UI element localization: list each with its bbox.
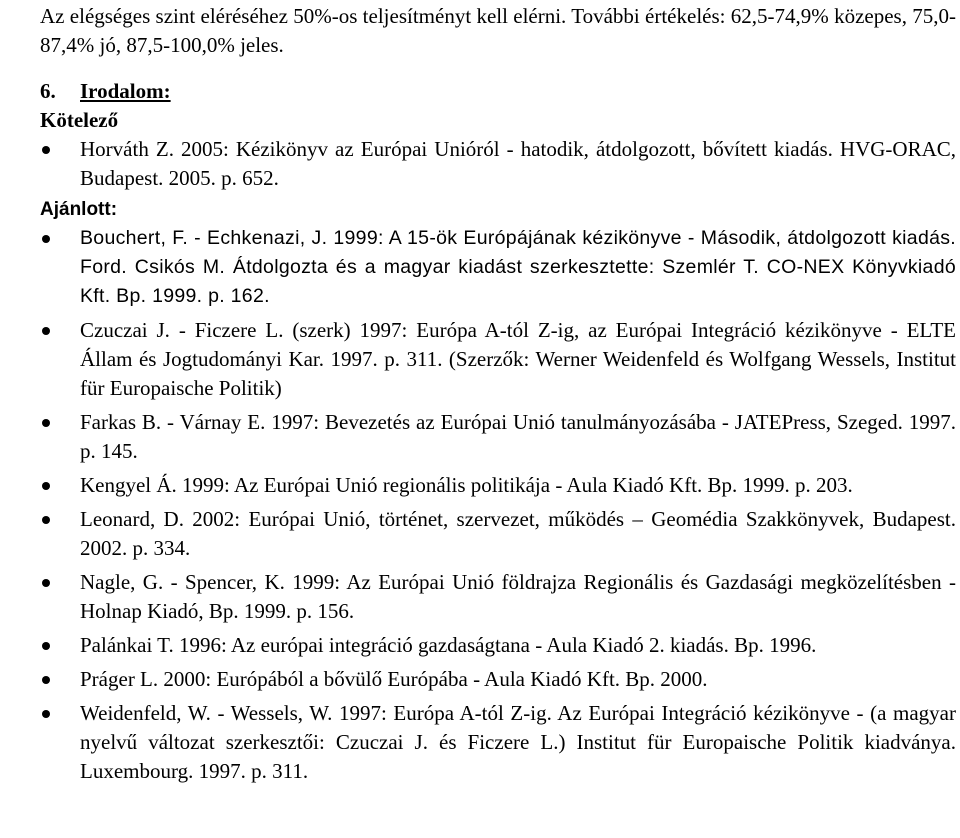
bullet-icon <box>42 642 50 650</box>
bullet-icon <box>42 516 50 524</box>
bullet-icon <box>42 676 50 684</box>
reference-text: Nagle, G. - Spencer, K. 1999: Az Európai Unió földrajza Regionális és Gazdasági megközelítésben - Holnap Kiadó, Bp. 1999. p. 156. <box>80 570 956 623</box>
bullet-icon <box>42 146 50 154</box>
bullet-icon <box>42 710 50 718</box>
reference-item <box>40 505 956 563</box>
reference-item <box>40 135 956 193</box>
section-title: Irodalom: <box>80 79 171 103</box>
bullet-icon <box>42 482 50 490</box>
reference-item <box>40 665 956 694</box>
reference-text: Práger L. 2000: Európából a bővülő Európába - Aula Kiadó Kft. Bp. 2000. <box>80 667 708 691</box>
bullet-icon <box>42 579 50 587</box>
reference-item <box>40 631 956 660</box>
grading-paragraph: Az elégséges szint eléréséhez 50%-os teljesítményt kell elérni. További értékelés: 62,5-74,9% közepes, 75,0-87,4% jó, 87,5-100,0% jeles. <box>40 4 956 57</box>
reference-text: Leonard, D. 2002: Európai Unió, történet, szervezet, működés – Geomédia Szakkönyvek, Budapest. 2002. p. 334. <box>80 507 956 560</box>
mandatory-label: Kötelező <box>40 108 119 132</box>
recommended-reference-list <box>40 224 956 786</box>
document-page <box>40 0 956 786</box>
bullet-icon <box>42 419 50 427</box>
reference-text: Bouchert, F. - Echkenazi, J. 1999: A 15-ök Európájának kézikönyve - Második, átdolgozott kiadás. Ford. Csikós M. Átdolgozta és a magyar kiadást szerkesztette: Szemlér T. CO-NEX Könyvkiadó Kft. Bp. 1999. p. 162. <box>80 227 956 307</box>
reference-text: Czuczai J. - Ficzere L. (szerk) 1997: Európa A-tól Z-ig, az Európai Integráció kézikönyve - ELTE Állam és Jogtudományi Kar. 1997. p. 311. (Szerzők: Werner Weidenfeld és Wolfgang Wessels, Institut für Europaische Politik) <box>80 318 956 400</box>
reference-text: Palánkai T. 1996: Az európai integráció gazdaságtana - Aula Kiadó 2. kiadás. Bp. 1996. <box>80 633 817 657</box>
reference-item <box>40 471 956 500</box>
reference-text: Horváth Z. 2005: Kézikönyv az Európai Unióról - hatodik, átdolgozott, bővített kiadás. HVG-ORAC, Budapest. 2005. p. 652. <box>80 137 956 190</box>
reference-text: Farkas B. - Várnay E. 1997: Bevezetés az Európai Unió tanulmányozásába - JATEPress, Szeged. 1997. p. 145. <box>80 410 956 463</box>
recommended-label: Ajánlott: <box>40 199 118 220</box>
reference-item <box>40 316 956 403</box>
reference-item <box>40 568 956 626</box>
reference-item <box>40 224 956 311</box>
section-heading <box>40 77 956 106</box>
reference-text: Weidenfeld, W. - Wessels, W. 1997: Európa A-tól Z-ig. Az Európai Integráció kézikönyve - (a magyar nyelvű változat szerkesztői: Czuczai J. és Ficzere L.) Institut für Europaische Politik kiadványa. Luxembourg. 1997. p. 311. <box>80 701 956 783</box>
bullet-icon <box>42 235 50 243</box>
reference-item <box>40 699 956 786</box>
section-number: 6. <box>40 79 56 103</box>
bullet-icon <box>42 327 50 335</box>
mandatory-reference-list <box>40 135 956 193</box>
reference-text: Kengyel Á. 1999: Az Európai Unió regionális politikája - Aula Kiadó Kft. Bp. 1999. p. 203. <box>80 473 853 497</box>
reference-item <box>40 408 956 466</box>
